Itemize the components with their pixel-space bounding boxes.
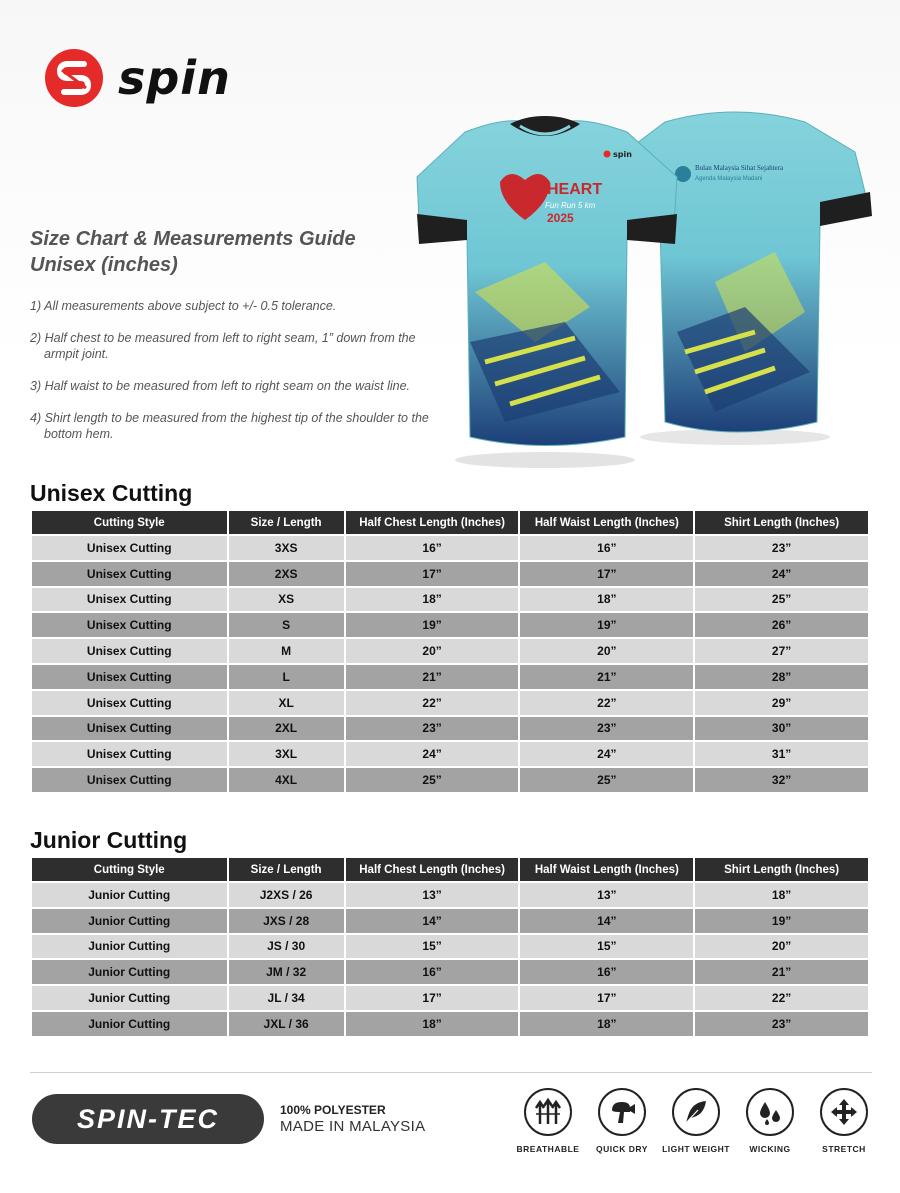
junior-section-title: Junior Cutting bbox=[30, 827, 188, 853]
shirt-front bbox=[417, 116, 677, 446]
cell-shirt-length: 27” bbox=[695, 639, 868, 663]
cell-shirt-length: 22” bbox=[695, 986, 868, 1010]
guide-title-line1: Size Chart & Measurements Guide bbox=[30, 228, 356, 250]
origin-text: MADE IN MALAYSIA bbox=[280, 1118, 426, 1135]
chest-logo-icon bbox=[604, 151, 611, 158]
cell-cutting-style: Unisex Cutting bbox=[32, 717, 227, 741]
note-item: 1) All measurements above subject to +/- 0.5 tolerance. bbox=[30, 299, 337, 313]
header-cutting-style: Cutting Style bbox=[32, 511, 227, 534]
cell-half-chest: 17” bbox=[346, 562, 519, 586]
header-size-length: Size / Length bbox=[229, 511, 344, 534]
table-row bbox=[32, 935, 868, 959]
cell-cutting-style: Junior Cutting bbox=[32, 909, 227, 933]
cell-shirt-length: 23” bbox=[695, 1012, 868, 1036]
cell-cutting-style: Junior Cutting bbox=[32, 960, 227, 984]
cell-cutting-style: Junior Cutting bbox=[32, 935, 227, 959]
cell-size: 4XL bbox=[229, 768, 344, 792]
sponsor-line1: Bulan Malaysia Sihat Sejahtera bbox=[695, 164, 784, 172]
cell-half-chest: 18” bbox=[346, 588, 519, 612]
cell-size: XL bbox=[229, 691, 344, 715]
header-cutting-style: Cutting Style bbox=[32, 858, 227, 881]
cell-half-waist: 22” bbox=[520, 691, 693, 715]
header-half-chest: Half Chest Length (Inches) bbox=[346, 858, 519, 881]
cell-size: 3XS bbox=[229, 536, 344, 560]
wicking-icon bbox=[746, 1088, 794, 1136]
feature-label: BREATHABLE bbox=[516, 1144, 580, 1154]
table-row bbox=[32, 536, 868, 560]
feature-light-weight bbox=[659, 1088, 733, 1154]
cell-cutting-style: Unisex Cutting bbox=[32, 613, 227, 637]
table-row bbox=[32, 909, 868, 933]
cell-half-waist: 23” bbox=[520, 717, 693, 741]
cell-half-chest: 14” bbox=[346, 909, 519, 933]
feature-label: QUICK DRY bbox=[596, 1144, 648, 1154]
spin-tec-badge: SPIN-TEC bbox=[32, 1094, 264, 1144]
cell-shirt-length: 24” bbox=[695, 562, 868, 586]
junior-size-table bbox=[30, 856, 870, 1038]
cell-shirt-length: 19” bbox=[695, 909, 868, 933]
table-row bbox=[32, 588, 868, 612]
note-item: 4) Shirt length to be measured from the highest tip of the shoulder to the bottom hem. bbox=[30, 411, 429, 441]
chest-brand: spin bbox=[613, 150, 632, 159]
cell-shirt-length: 32” bbox=[695, 768, 868, 792]
cell-shirt-length: 21” bbox=[695, 960, 868, 984]
table-header-row bbox=[32, 511, 868, 534]
brand-header bbox=[44, 48, 231, 108]
cell-shirt-length: 18” bbox=[695, 883, 868, 907]
material-text: 100% POLYESTER bbox=[280, 1103, 386, 1117]
sponsor-line2: Agenda Malaysia Madani bbox=[695, 176, 763, 182]
cell-cutting-style: Unisex Cutting bbox=[32, 742, 227, 766]
measurement-notes bbox=[30, 298, 430, 458]
stretch-icon bbox=[820, 1088, 868, 1136]
header-half-waist: Half Waist Length (Inches) bbox=[520, 511, 693, 534]
cell-shirt-length: 25” bbox=[695, 588, 868, 612]
cell-half-waist: 14” bbox=[520, 909, 693, 933]
cell-size: 2XS bbox=[229, 562, 344, 586]
table-row bbox=[32, 768, 868, 792]
cell-half-chest: 16” bbox=[346, 536, 519, 560]
event-title: HEART bbox=[547, 181, 603, 198]
cell-half-chest: 24” bbox=[346, 742, 519, 766]
cell-size: M bbox=[229, 639, 344, 663]
cell-size: JS / 30 bbox=[229, 935, 344, 959]
cell-size: JXL / 36 bbox=[229, 1012, 344, 1036]
cell-half-waist: 15” bbox=[520, 935, 693, 959]
cell-half-chest: 19” bbox=[346, 613, 519, 637]
cell-half-waist: 19” bbox=[520, 613, 693, 637]
cell-shirt-length: 23” bbox=[695, 536, 868, 560]
cell-half-waist: 16” bbox=[520, 536, 693, 560]
cell-cutting-style: Unisex Cutting bbox=[32, 639, 227, 663]
feature-label: LIGHT WEIGHT bbox=[662, 1144, 730, 1154]
cell-size: L bbox=[229, 665, 344, 689]
cell-half-waist: 25” bbox=[520, 768, 693, 792]
unisex-section-title: Unisex Cutting bbox=[30, 480, 193, 506]
cell-size: 3XL bbox=[229, 742, 344, 766]
header-half-waist: Half Waist Length (Inches) bbox=[520, 858, 693, 881]
footer-divider bbox=[30, 1072, 872, 1073]
cell-size: JL / 34 bbox=[229, 986, 344, 1010]
cell-half-chest: 13” bbox=[346, 883, 519, 907]
cell-half-waist: 16” bbox=[520, 960, 693, 984]
cell-cutting-style: Unisex Cutting bbox=[32, 768, 227, 792]
shirt-illustration bbox=[415, 92, 875, 472]
cell-half-chest: 17” bbox=[346, 986, 519, 1010]
cell-cutting-style: Unisex Cutting bbox=[32, 562, 227, 586]
cell-cutting-style: Unisex Cutting bbox=[32, 691, 227, 715]
sponsor-logo-icon bbox=[675, 166, 691, 182]
cell-shirt-length: 31” bbox=[695, 742, 868, 766]
feature-stretch bbox=[807, 1088, 881, 1154]
header-size-length: Size / Length bbox=[229, 858, 344, 881]
event-year: 2025 bbox=[547, 211, 574, 225]
guide-title bbox=[30, 226, 410, 278]
feature-quick-dry bbox=[585, 1088, 659, 1154]
feature-breathable bbox=[511, 1088, 585, 1154]
guide-title-line2: Unisex (inches) bbox=[30, 254, 178, 276]
table-row bbox=[32, 691, 868, 715]
cell-half-chest: 25” bbox=[346, 768, 519, 792]
table-row bbox=[32, 1012, 868, 1036]
table-header-row bbox=[32, 858, 868, 881]
header-shirt-length: Shirt Length (Inches) bbox=[695, 511, 868, 534]
cell-half-chest: 18” bbox=[346, 1012, 519, 1036]
cell-size: S bbox=[229, 613, 344, 637]
table-row bbox=[32, 613, 868, 637]
cell-half-chest: 21” bbox=[346, 665, 519, 689]
cell-half-chest: 22” bbox=[346, 691, 519, 715]
cell-cutting-style: Unisex Cutting bbox=[32, 665, 227, 689]
cell-half-chest: 15” bbox=[346, 935, 519, 959]
cell-half-waist: 17” bbox=[520, 986, 693, 1010]
header-half-chest: Half Chest Length (Inches) bbox=[346, 511, 519, 534]
cell-half-waist: 21” bbox=[520, 665, 693, 689]
cell-half-chest: 20” bbox=[346, 639, 519, 663]
feature-label: WICKING bbox=[749, 1144, 791, 1154]
cell-cutting-style: Unisex Cutting bbox=[32, 536, 227, 560]
breathable-icon bbox=[524, 1088, 572, 1136]
cell-shirt-length: 30” bbox=[695, 717, 868, 741]
cell-half-chest: 23” bbox=[346, 717, 519, 741]
cell-shirt-length: 26” bbox=[695, 613, 868, 637]
cell-size: JXS / 28 bbox=[229, 909, 344, 933]
cell-half-waist: 13” bbox=[520, 883, 693, 907]
cell-size: 2XL bbox=[229, 717, 344, 741]
table-row bbox=[32, 717, 868, 741]
table-row bbox=[32, 562, 868, 586]
cell-half-chest: 16” bbox=[346, 960, 519, 984]
table-row bbox=[32, 742, 868, 766]
light-weight-icon bbox=[672, 1088, 720, 1136]
cell-cutting-style: Junior Cutting bbox=[32, 986, 227, 1010]
cell-half-waist: 24” bbox=[520, 742, 693, 766]
cell-half-waist: 18” bbox=[520, 588, 693, 612]
table-row bbox=[32, 960, 868, 984]
cell-half-waist: 18” bbox=[520, 1012, 693, 1036]
note-item: 2) Half chest to be measured from left to right seam, 1” down from the armpit joint. bbox=[30, 331, 416, 361]
feature-label: STRETCH bbox=[822, 1144, 866, 1154]
cell-shirt-length: 20” bbox=[695, 935, 868, 959]
cell-shirt-length: 29” bbox=[695, 691, 868, 715]
cell-cutting-style: Junior Cutting bbox=[32, 883, 227, 907]
cell-half-waist: 17” bbox=[520, 562, 693, 586]
cell-size: JM / 32 bbox=[229, 960, 344, 984]
cell-shirt-length: 28” bbox=[695, 665, 868, 689]
cell-cutting-style: Junior Cutting bbox=[32, 1012, 227, 1036]
spin-logo-icon bbox=[44, 48, 104, 108]
table-row bbox=[32, 665, 868, 689]
table-row bbox=[32, 883, 868, 907]
note-item: 3) Half waist to be measured from left to right seam on the waist line. bbox=[30, 379, 411, 393]
feature-wicking bbox=[733, 1088, 807, 1154]
cell-cutting-style: Unisex Cutting bbox=[32, 588, 227, 612]
quick-dry-icon bbox=[598, 1088, 646, 1136]
unisex-size-table bbox=[30, 509, 870, 794]
header-shirt-length: Shirt Length (Inches) bbox=[695, 858, 868, 881]
table-row bbox=[32, 986, 868, 1010]
cell-size: XS bbox=[229, 588, 344, 612]
cell-half-waist: 20” bbox=[520, 639, 693, 663]
cell-size: J2XS / 26 bbox=[229, 883, 344, 907]
event-subtitle: Fun Run 5 km bbox=[545, 201, 596, 210]
table-row bbox=[32, 639, 868, 663]
brand-name: spin bbox=[118, 51, 231, 105]
